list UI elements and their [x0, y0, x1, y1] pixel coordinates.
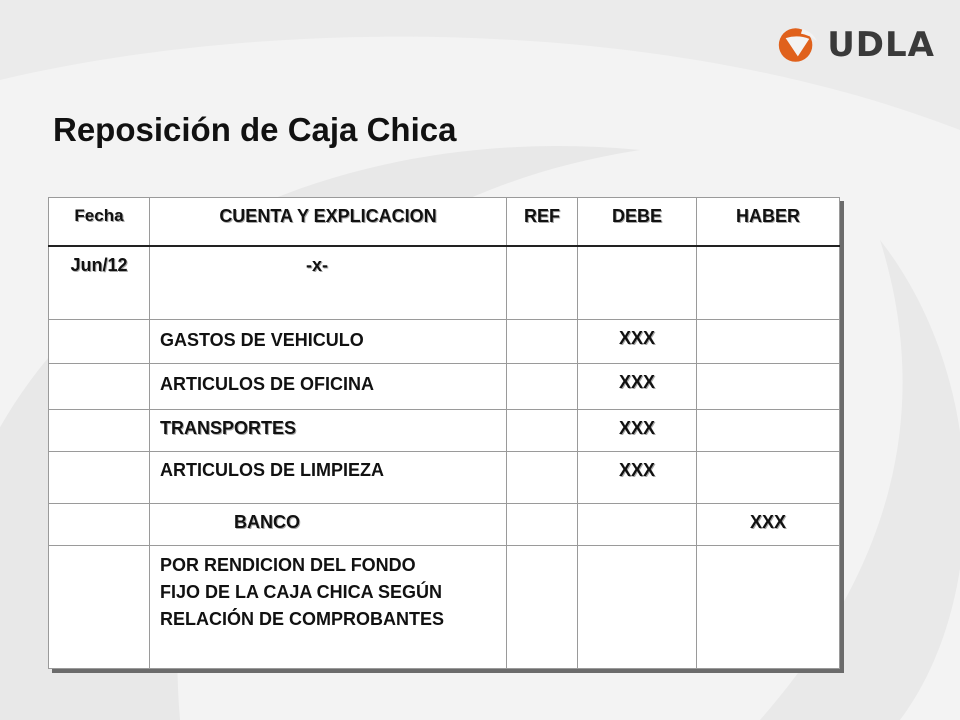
table-row — [49, 364, 840, 410]
row-fecha — [49, 364, 149, 372]
row-debe — [578, 247, 696, 255]
row-fecha: Jun/12 — [70, 254, 128, 275]
row-cuenta: POR RENDICION DEL FONDO FIJO DE LA CAJA CHICA SEGÚN RELACIÓ́N DE COMPROBANTES — [160, 555, 445, 629]
row-debe: XXX — [618, 460, 656, 480]
row-cuenta: -x- — [306, 254, 328, 275]
row-fecha — [49, 320, 149, 328]
row-cuenta: ARTICULOS DE OFICINA — [160, 374, 374, 394]
row-ref — [507, 546, 577, 554]
header-cuenta: CUENTA Y EXPLICACION — [150, 198, 507, 246]
table-row — [49, 452, 840, 504]
udla-logo-text: UDLA — [827, 25, 935, 65]
header-fecha: Fecha — [49, 198, 150, 246]
row-debe: XXX — [618, 328, 656, 348]
row-cuenta: BANCO — [234, 512, 300, 532]
row-cuenta: GASTOS DE VEHICULO — [160, 330, 364, 350]
row-haber — [697, 410, 839, 418]
table-row — [49, 504, 840, 546]
row-ref — [507, 320, 577, 328]
row-haber — [697, 452, 839, 460]
header-haber: HABER — [697, 198, 840, 246]
udla-logo-mark-icon — [775, 20, 819, 70]
row-haber — [697, 320, 839, 328]
row-debe — [578, 546, 696, 554]
table-row — [49, 320, 840, 364]
row-fecha — [49, 504, 149, 512]
row-ref — [507, 247, 577, 255]
row-debe: XXX — [618, 418, 656, 438]
row-ref — [507, 364, 577, 372]
page-title: Reposición de Caja Chica — [53, 111, 457, 148]
row-fecha — [49, 452, 149, 460]
journal-table — [48, 197, 840, 669]
header-ref: REF — [507, 198, 578, 246]
row-ref — [507, 504, 577, 512]
row-haber: XXX — [749, 512, 787, 532]
row-haber — [697, 364, 839, 372]
row-cuenta: ARTICULOS DE LIMPIEZA — [160, 460, 384, 480]
row-haber — [697, 546, 839, 554]
table-row — [49, 246, 840, 320]
row-fecha — [49, 546, 149, 554]
row-cuenta: TRANSPORTES — [160, 418, 297, 438]
table-row — [49, 546, 840, 669]
table-header-row — [49, 198, 840, 246]
row-debe: XXX — [618, 372, 656, 392]
udla-logo — [775, 20, 935, 70]
header-debe: DEBE — [578, 198, 697, 246]
row-ref — [507, 410, 577, 418]
table-row — [49, 410, 840, 452]
row-fecha — [49, 410, 149, 418]
row-haber — [697, 247, 839, 255]
row-ref — [507, 452, 577, 460]
row-debe — [578, 504, 696, 512]
